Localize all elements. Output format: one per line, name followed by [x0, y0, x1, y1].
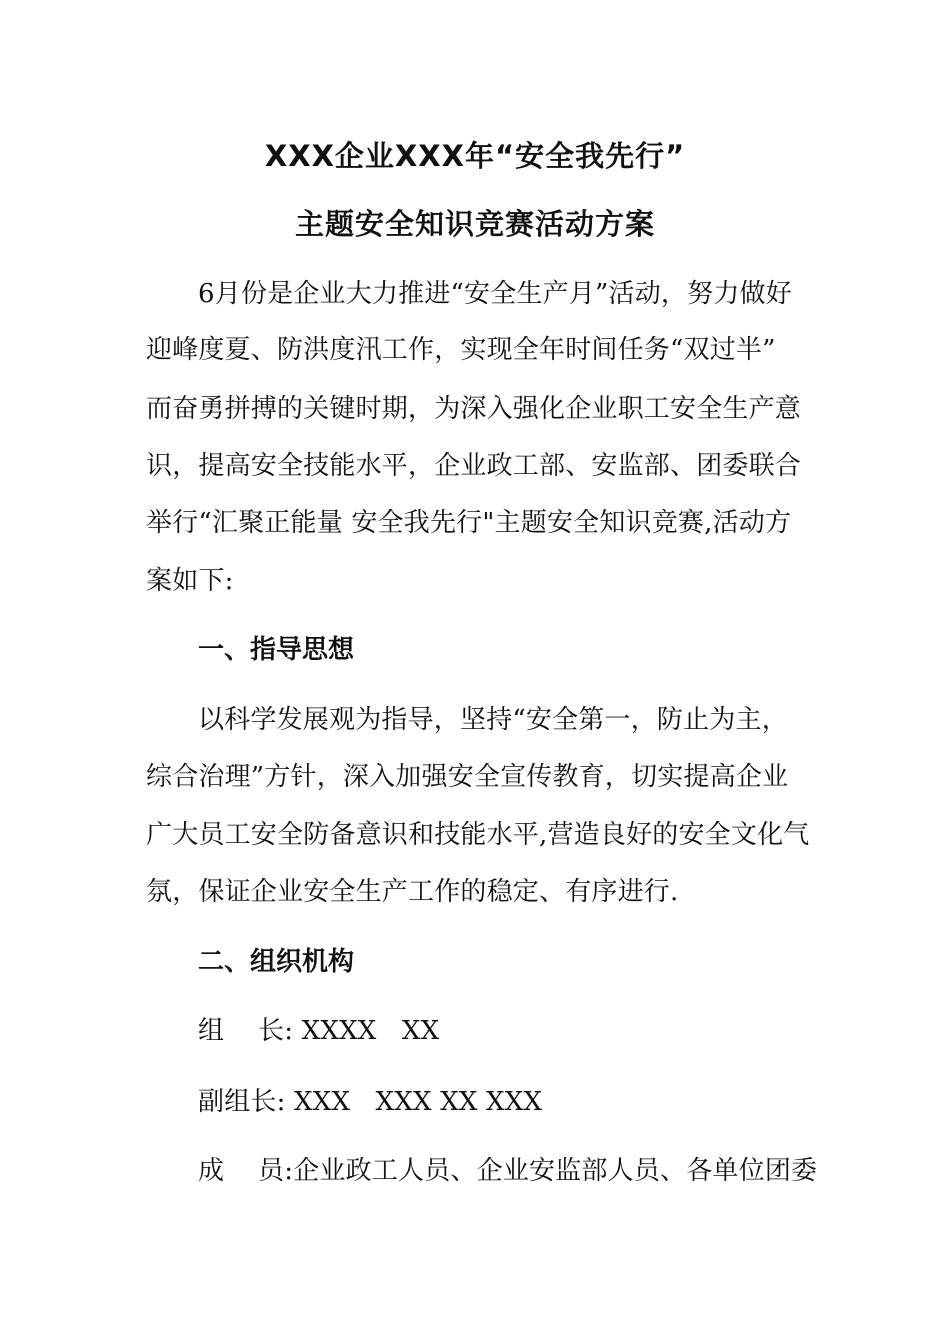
section-1-line-4: 氛，保证企业安全生产工作的稳定、有序进行.: [146, 877, 679, 907]
intro-line-5: 举行“汇聚正能量 安全我先行"主题安全知识竞赛,活动方: [146, 508, 792, 538]
intro-line-2: 迎峰度夏、防洪度汛工作，实现全年时间任务“双过半”: [146, 335, 776, 365]
group-leader-line: 组 长: XXXX XX: [198, 1016, 440, 1046]
intro-line-3: 而奋勇拼搏的关键时期，为深入强化企业职工安全生产意: [146, 394, 802, 424]
intro-line-6: 案如下:: [146, 566, 234, 596]
section-2-heading: 二、组织机构: [198, 947, 355, 977]
members-line: 成 员:企业政工人员、企业安监部人员、各单位团委: [198, 1156, 818, 1186]
intro-line-1: 6月份是企业大力推进“安全生产月”活动，努力做好: [198, 279, 792, 309]
deputy-leader-line: 副组长: XXX XXX XX XXX: [198, 1087, 543, 1117]
section-1-heading: 一、指导思想: [198, 635, 355, 665]
document-title-line-2: 主题安全知识竞赛活动方案: [294, 207, 655, 241]
section-1-line-1: 以科学发展观为指导，坚持“安全第一，防止为主，: [198, 705, 788, 735]
document-title-line-1: XXX企业XXX年“安全我先行”: [264, 139, 686, 173]
intro-line-4: 识，提高安全技能水平，企业政工部、安监部、团委联合: [146, 451, 802, 481]
section-1-line-2: 综合治理”方针，深入加强安全宣传教育，切实提高企业: [146, 762, 789, 792]
section-1-line-3: 广大员工安全防备意识和技能水平,营造良好的安全文化气: [146, 820, 810, 850]
